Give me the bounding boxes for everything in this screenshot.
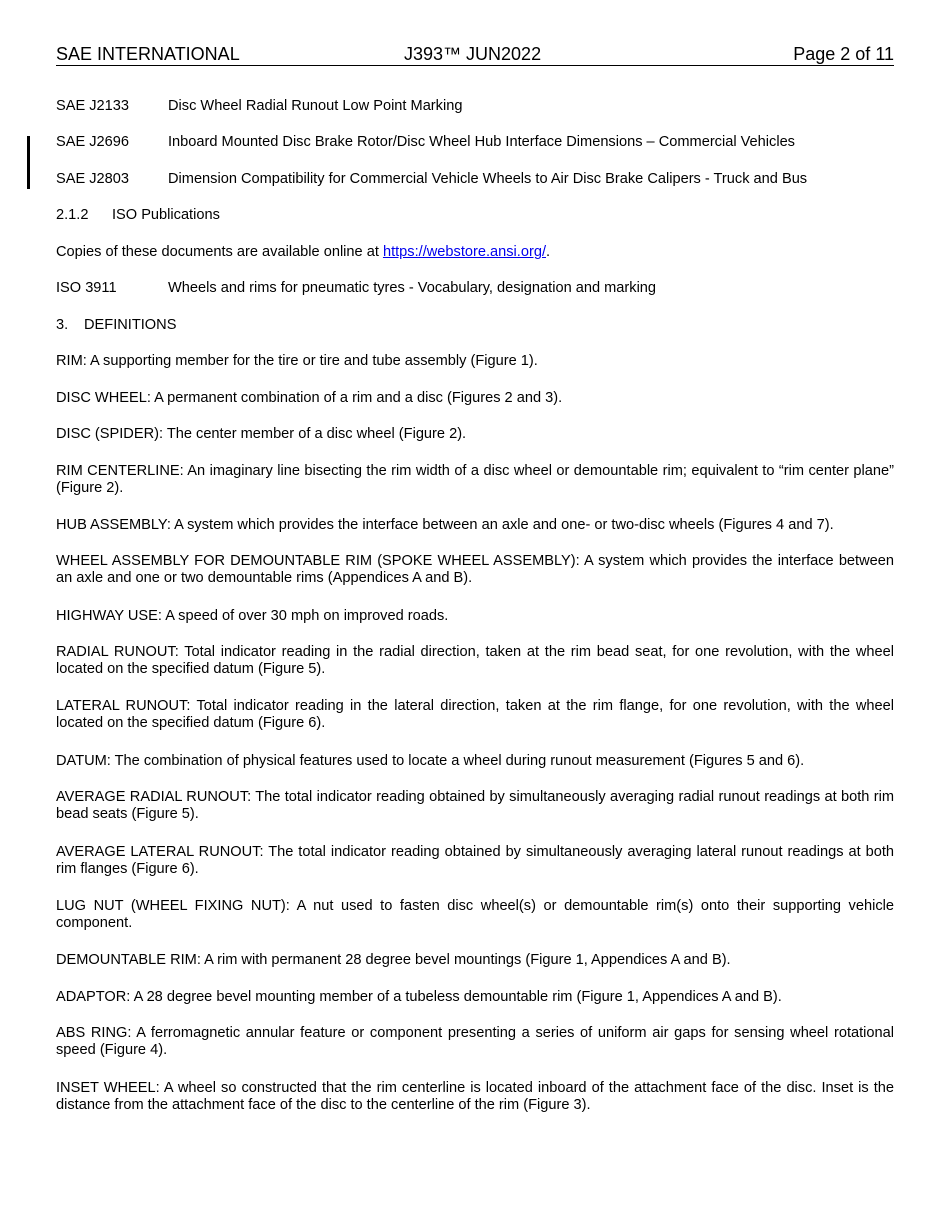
definition-paragraph: DISC (SPIDER): The center member of a disc wheel (Figure 2). (56, 426, 467, 442)
definition-paragraph: DEMOUNTABLE RIM: A rim with permanent 28 degree bevel mountings (Figure 1, Appendices A and B). (56, 952, 731, 968)
definition-paragraph: LUG NUT (WHEEL FIXING NUT): A nut used to fasten disc wheel(s) or demountable rim(s) onto their supporting vehicle component. (56, 898, 894, 931)
definition-paragraph: DATUM: The combination of physical features used to locate a wheel during runout measurement (Figures 5 and 6). (56, 753, 805, 769)
definition-paragraph: RIM CENTERLINE: An imaginary line bisecting the rim width of a disc wheel or demountable rim; equivalent to “rim center plane” (Figure 2). (56, 463, 894, 496)
section-heading-iso (56, 207, 894, 224)
page-header (56, 43, 894, 66)
definition-paragraph: ABS RING: A ferromagnetic annular feature or component presenting a series of uniform air gaps for sensing wheel rotational speed (Figure 4). (56, 1025, 894, 1058)
definition-paragraph: RIM: A supporting member for the tire or tire and tube assembly (Figure 1). (56, 353, 538, 369)
header-document-id: J393™ JUN2022 (404, 44, 542, 64)
definition-paragraph: WHEEL ASSEMBLY FOR DEMOUNTABLE RIM (SPOKE WHEEL ASSEMBLY): A system which provides the interface between an axle and one or two demountable rims (Appendices A and B). (56, 553, 894, 586)
definition-paragraph: AVERAGE LATERAL RUNOUT: The total indicator reading obtained by simultaneously averaging lateral runout readings at both rim flanges (Figure 6). (56, 844, 894, 877)
header-organization: SAE INTERNATIONAL (56, 44, 240, 64)
copies-note-text: Copies of these documents are available online at (56, 244, 383, 260)
definition-paragraph: HIGHWAY USE: A speed of over 30 mph on improved roads. (56, 608, 449, 624)
reference-title: Inboard Mounted Disc Brake Rotor/Disc Wheel Hub Interface Dimensions – Commercial Vehicles (168, 134, 795, 150)
section-title: ISO Publications (112, 207, 220, 223)
definition-paragraph: HUB ASSEMBLY: A system which provides the interface between an axle and one- or two-disc wheels (Figures 4 and 7). (56, 517, 834, 533)
revision-change-bar (27, 136, 30, 189)
reference-code: ISO 3911 (56, 280, 117, 296)
reference-entry (56, 171, 894, 188)
reference-code: SAE J2696 (56, 134, 130, 150)
reference-entry (56, 134, 894, 151)
reference-code: SAE J2803 (56, 171, 130, 187)
copies-note-suffix: . (546, 244, 551, 260)
section-title: DEFINITIONS (84, 317, 177, 333)
section-number: 3. (56, 317, 69, 333)
reference-title: Wheels and rims for pneumatic tyres - Vocabulary, designation and marking (168, 280, 657, 296)
definition-paragraph: DISC WHEEL: A permanent combination of a rim and a disc (Figures 2 and 3). (56, 390, 563, 406)
definition-paragraph: LATERAL RUNOUT: Total indicator reading in the lateral direction, taken at the rim flange, for one revolution, with the wheel located on the specified datum (Figure 6). (56, 698, 894, 731)
section-number: 2.1.2 (56, 207, 89, 223)
definition-paragraph: INSET WHEEL: A wheel so constructed that the rim centerline is located inboard of the attachment face of the disc. Inset is the distance from the attachment face of the disc to the centerline of the rim (Figure 3). (56, 1080, 894, 1113)
section-heading-definitions (56, 317, 894, 334)
definition-paragraph: RADIAL RUNOUT: Total indicator reading in the radial direction, taken at the rim bead seat, for one revolution, with the wheel located on the specified datum (Figure 5). (56, 644, 894, 677)
reference-entry (56, 280, 894, 297)
copies-availability-note (56, 244, 894, 261)
definition-paragraph: ADAPTOR: A 28 degree bevel mounting member of a tubeless demountable rim (Figure 1, Appendices A and B). (56, 989, 782, 1005)
reference-title: Dimension Compatibility for Commercial Vehicle Wheels to Air Disc Brake Calipers - Truck and Bus (168, 171, 808, 187)
ansi-webstore-link[interactable]: https://webstore.ansi.org/ (382, 244, 546, 260)
header-page-number: Page 2 of 11 (793, 44, 894, 64)
document-page (56, 0, 894, 1230)
definition-paragraph: AVERAGE RADIAL RUNOUT: The total indicator reading obtained by simultaneously averaging radial runout readings at both rim bead seats (Figure 5). (56, 789, 894, 822)
reference-title: Disc Wheel Radial Runout Low Point Marking (168, 98, 463, 114)
reference-entry (56, 98, 894, 115)
reference-code: SAE J2133 (56, 98, 130, 114)
